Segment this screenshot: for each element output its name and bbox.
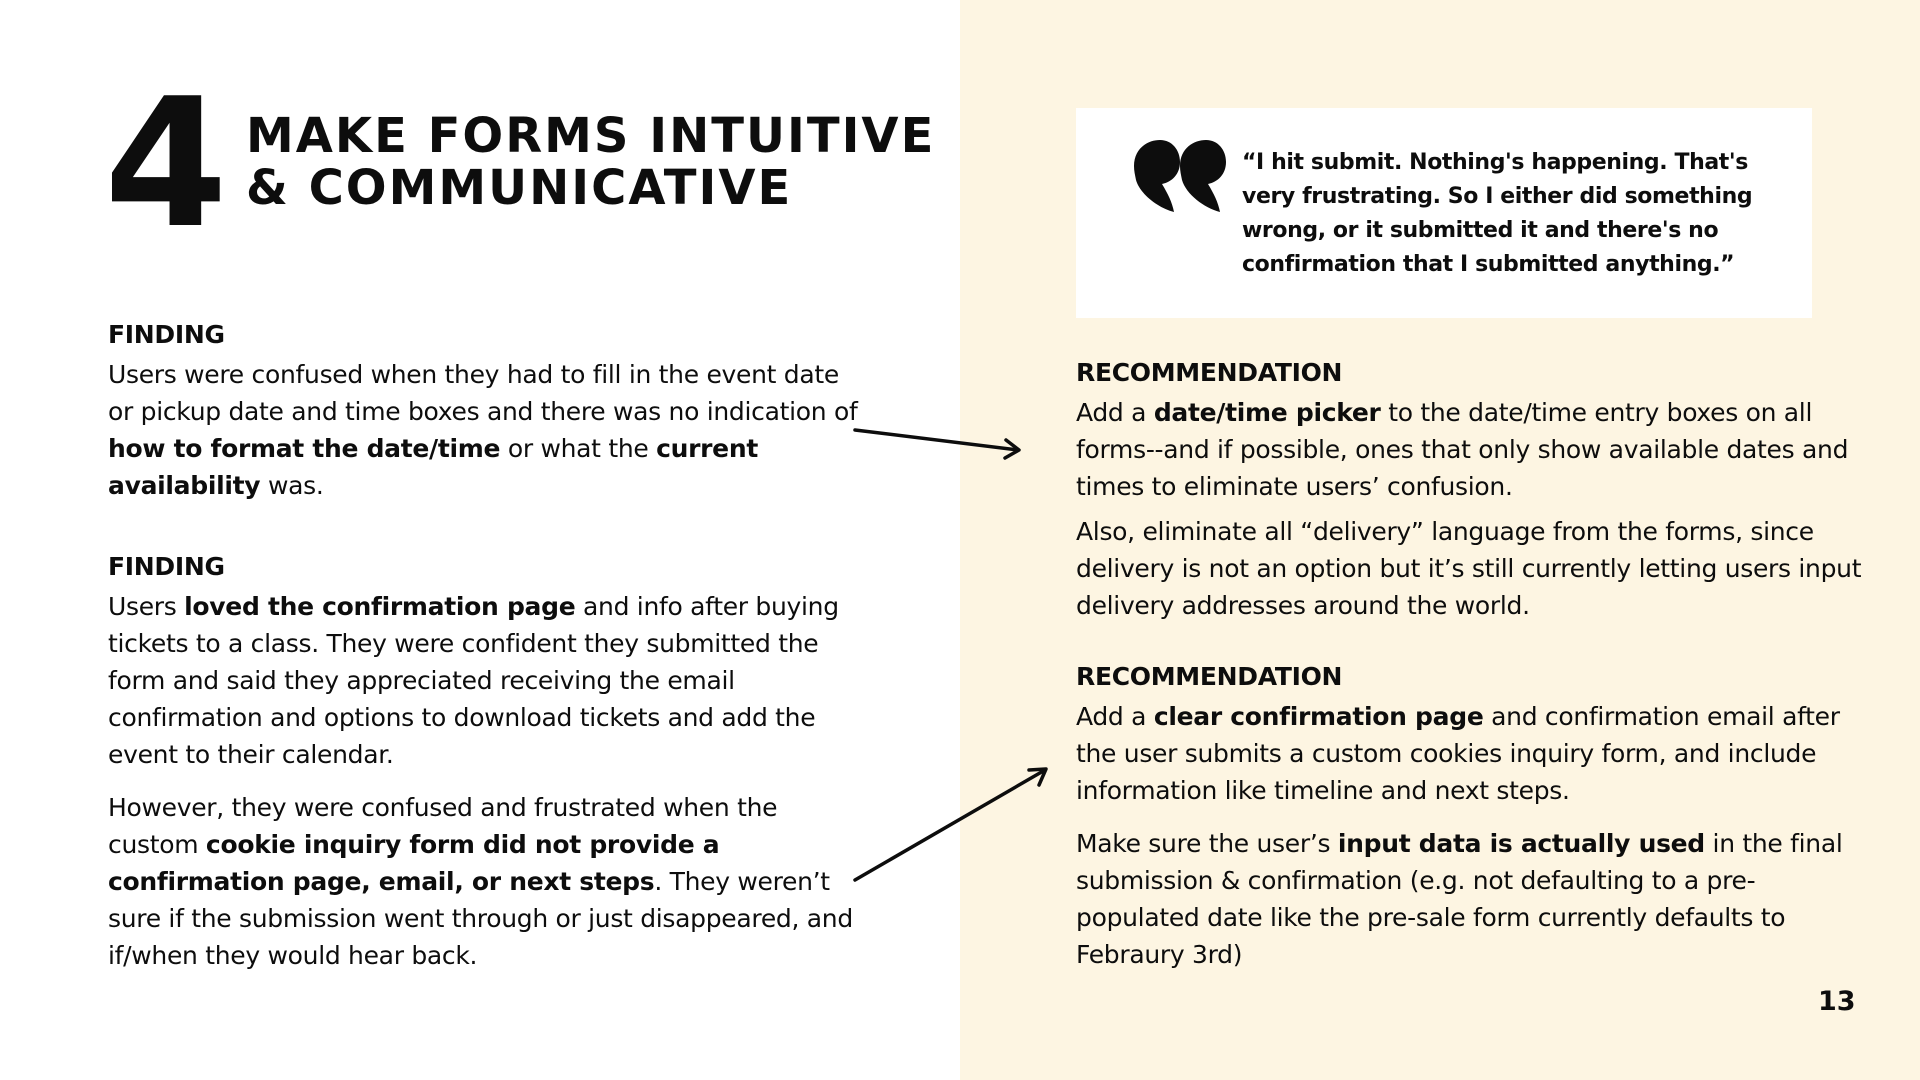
quote-box [1076, 108, 1812, 318]
finding-2-bold-inquiry: cookie inquiry form did not provide a confirmation page, email, or next steps [108, 830, 720, 896]
title-line-1: MAKE FORMS INTUITIVE [246, 108, 936, 164]
finding-1-text [108, 356, 868, 504]
title-line-2: & COMMUNICATIVE [246, 160, 793, 216]
recommendation-2 [1076, 662, 1876, 973]
finding-1 [108, 320, 868, 504]
quote-mark-icon [1128, 138, 1228, 218]
recommendation-2-text-2a: Make sure the user’s [1076, 829, 1338, 858]
recommendation-2-text-1 [1076, 698, 1876, 809]
finding-2-text-2a: However, they were confused and frustrated when the custom [108, 793, 778, 859]
finding-2-text-2c: . They weren’t sure if the submission went through or just disappeared, and if/when they would hear back. [108, 867, 853, 970]
finding-2 [108, 552, 868, 974]
recommendation-1 [1076, 358, 1876, 624]
finding-2-text-1a: Users [108, 592, 185, 621]
recommendation-1-text-1 [1076, 394, 1876, 505]
recommendation-1-bold-picker: date/time picker [1153, 398, 1381, 427]
page-number: 13 [1818, 986, 1856, 1017]
page-title [246, 108, 936, 216]
recommendation-1-heading: RECOMMENDATION [1076, 358, 1343, 387]
finding-1-bold-availability: current availability [108, 434, 758, 500]
recommendation-2-text-2c: in the final submission & confirmation (e.g. not defaulting to a pre-populated date like the pre-sale form currently defaults to Febraury 3rd) [1076, 829, 1843, 969]
recommendation-2-heading: RECOMMENDATION [1076, 662, 1343, 691]
recommendation-2-text-1c: and confirmation email after the user submits a custom cookies inquiry form, and include information like timeline and next steps. [1076, 702, 1840, 805]
finding-1-text-c: or what the [500, 434, 657, 463]
finding-2-bold-confirmation: loved the confirmation page [184, 592, 576, 621]
recommendation-1-text-1a: Add a [1076, 398, 1154, 427]
finding-1-bold-format: how to format the date/time [108, 434, 501, 463]
section-number: 4 [104, 60, 222, 267]
finding-1-heading: FINDING [108, 320, 225, 349]
recommendation-2-bold-input: input data is actually used [1337, 829, 1705, 858]
finding-1-text-e: was. [260, 471, 324, 500]
recommendation-2-text-2 [1076, 825, 1876, 973]
recommendation-1-text-2: Also, eliminate all “delivery” language from the forms, since delivery is not an option but it’s still currently letting users input delivery addresses around the world. [1076, 517, 1862, 620]
finding-2-text-1 [108, 588, 868, 773]
finding-2-text-1c: and info after buying tickets to a class. They were confident they submitted the form and said they appreciated receiving the email confirmation and options to download tickets and add the event to their calendar. [108, 592, 839, 769]
quote-text: “I hit submit. Nothing's happening. That's very frustrating. So I either did something wrong, or it submitted it and there's no confirmation that I submitted anything.” [1242, 150, 1753, 277]
finding-2-text-2 [108, 789, 868, 974]
recommendation-1-text-1c: to the date/time entry boxes on all forms--and if possible, ones that only show available dates and times to eliminate users’ confusion. [1076, 398, 1849, 501]
recommendation-2-text-1a: Add a [1076, 702, 1154, 731]
finding-2-heading: FINDING [108, 552, 225, 581]
recommendation-2-bold-confirmation: clear confirmation page [1153, 702, 1484, 731]
finding-1-text-a: Users were confused when they had to fill in the event date or pickup date and time boxes and there was no indication of [108, 360, 858, 426]
